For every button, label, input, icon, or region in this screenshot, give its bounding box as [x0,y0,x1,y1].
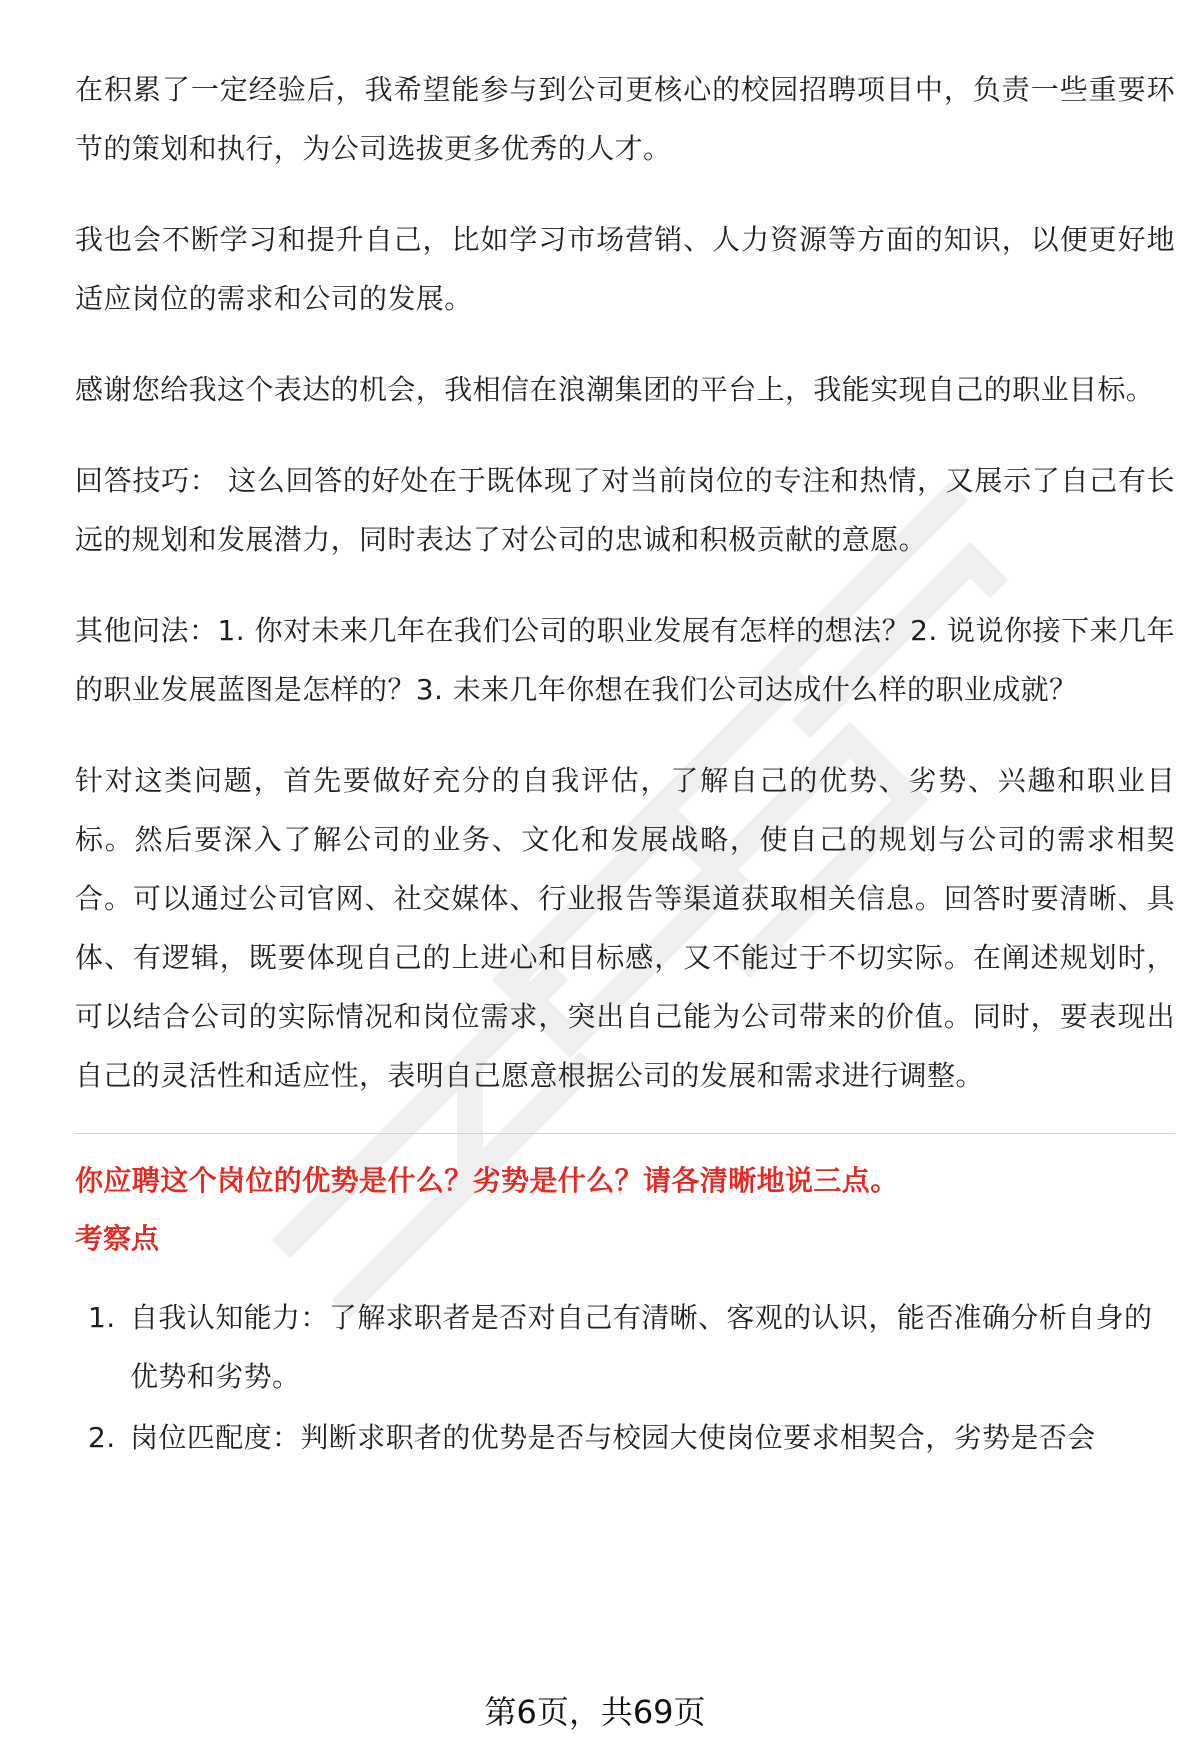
question-heading: 你应聘这个岗位的优势是什么？劣势是什么？请各清晰地说三点。 [75,1164,899,1197]
section-title-assessment: 考察点 [75,1222,160,1255]
main-content [75,60,1175,1469]
list-item-number: 2. [88,1421,116,1454]
paragraph-self-improvement: 我也会不断学习和提升自己，比如学习市场营销、人力资源等方面的知识，以便更好地适应岗位的需求和公司的发展。 [75,223,1175,315]
list-item-text: 岗位匹配度：判断求职者的优势是否与校园大使岗位要求相契合，劣势是否会 [130,1421,1096,1454]
paragraph-answer-guide: 针对这类问题，首先要做好充分的自我评估，了解自己的优势、劣势、兴趣和职业目标。然后要深入了解公司的业务、文化和发展战略，使自己的规划与公司的需求相契合。可以通过公司官网、社交媒体、行业报告等渠道获取相关信息。回答时要清晰、具体、有逻辑，既要体现自己的上进心和目标感，又不能过于不切实际。在阐述规划时，可以结合公司的实际情况和岗位需求，突出自己能为公司带来的价值。同时，要表现出自己的灵活性和适应性，表明自己愿意根据公司的发展和需求进行调整。 [75,764,1175,1092]
paragraph-experience-plan: 在积累了一定经验后，我希望能参与到公司更核心的校园招聘项目中，负责一些重要环节的策划和执行，为公司选拔更多优秀的人才。 [75,73,1175,165]
paragraph-thanks: 感谢您给我这个表达的机会，我相信在浪潮集团的平台上，我能实现自己的职业目标。 [75,373,1155,406]
paragraph-other-questions: 其他问法：1. 你对未来几年在我们公司的职业发展有怎样的想法？2. 说说你接下来几年的职业发展蓝图是怎样的？3. 未来几年你想在我们公司达成什么样的职业成就？ [75,614,1175,706]
section-divider [75,1133,1175,1134]
list-item-number: 1. [88,1301,116,1334]
list-item [75,1408,1175,1467]
assessment-points-list [75,1288,1175,1467]
list-item [75,1288,1175,1406]
page-footer: 第6页，共69页 [484,1693,706,1731]
list-item-text: 自我认知能力：了解求职者是否对自己有清晰、客观的认识，能否准确分析自身的优势和劣势。 [130,1301,1153,1393]
paragraph-answer-tips: 回答技巧： 这么回答的好处在于既体现了对当前岗位的专注和热情，又展示了自己有长远的规划和发展潜力，同时表达了对公司的忠诚和积极贡献的意愿。 [75,464,1175,556]
